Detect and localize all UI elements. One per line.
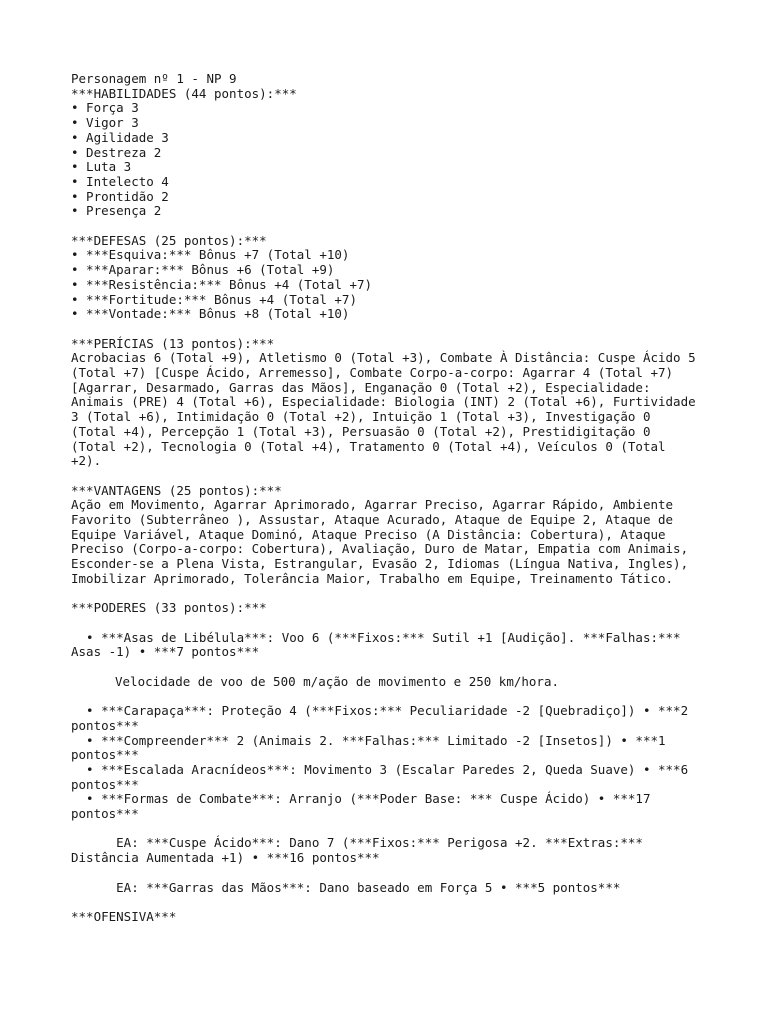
spacer [71,895,711,910]
list-item: • ***Fortitude:*** Bônus +4 (Total +7) [71,291,357,307]
power-list [71,704,711,822]
text-line: Distância Aumentada +1) • ***16 pontos*** [71,850,380,866]
spacer [71,660,711,675]
list-item: • Luta 3 [71,159,132,175]
pericias-text [71,351,711,469]
habilidades-list [71,101,711,219]
text-line: • ***Asas de Libélula***: Voo 6 (***Fixos:*** Sutil +1 [Audição]. ***Falhas:*** [71,629,681,645]
text-line: Imobilizar Aprimorado, Tolerância Maior, Trabalho em Equipe, Treinamento Tático. [71,570,674,586]
text-line: Asas -1) • ***7 pontos*** [71,644,260,660]
document-page [71,72,711,925]
list-item: • Intelecto 4 [71,173,169,189]
text-line: pontos*** [71,776,139,792]
list-item: • Prontidão 2 [71,188,169,204]
text-line: Acrobacias 6 (Total +9), Atletismo 0 (Total +3), Combate À Distância: Cuspe Ácido 5 [71,350,696,366]
power-ea-cuspe [71,836,711,865]
spacer [71,689,711,704]
list-item: • Presença 2 [71,203,162,219]
text-line: Animais (PRE) 4 (Total +6), Especialidade: Biologia (INT) 2 (Total +6), Furtividade [71,394,696,410]
list-item: • Força 3 [71,100,139,116]
text-line: pontos*** [71,717,139,733]
habilidades-heading: ***HABILIDADES (44 pontos):*** [71,85,297,101]
power-asas-note: Velocidade de voo de 500 m/ação de movimento e 250 km/hora. [115,673,560,689]
list-item: • Destreza 2 [71,144,162,160]
spacer [71,469,711,484]
ofensiva-heading: ***OFENSIVA*** [71,908,177,924]
vantagens-heading: ***VANTAGENS (25 pontos):*** [71,482,282,498]
text-line: Preciso (Corpo-a-corpo: Cobertura), Avaliação, Duro de Matar, Empatia com Animais, [71,541,689,557]
text-line: • ***Formas de Combate***: Arranjo (***Poder Base: *** Cuspe Ácido) • ***17 [71,791,651,807]
poderes-heading: ***PODERES (33 pontos):*** [71,600,267,616]
defesas-heading: ***DEFESAS (25 pontos):*** [71,232,267,248]
text-line: • ***Escalada Aracnídeos***: Movimento 3 (Escalar Paredes 2, Queda Suave) • ***6 [71,761,689,777]
spacer [71,616,711,631]
list-item: • ***Esquiva:*** Bônus +7 (Total +10) [71,247,350,263]
text-line: (Total +4), Percepção 1 (Total +3), Persuasão 0 (Total +2), Prestidigitação 0 [71,423,651,439]
power-asas [71,631,711,660]
text-line: EA: ***Cuspe Ácido***: Dano 7 (***Fixos:*** Perigosa +2. ***Extras:*** [71,835,643,851]
text-line: • ***Compreender*** 2 (Animais 2. ***Falhas:*** Limitado -2 [Insetos]) • ***1 [71,732,666,748]
spacer [71,866,711,881]
spacer [71,822,711,837]
text-line: pontos*** [71,747,139,763]
text-line: pontos*** [71,806,139,822]
text-line: 3 (Total +6), Intimidação 0 (Total +2), Intuição 1 (Total +3), Investigação 0 [71,409,651,425]
pericias-heading: ***PERÍCIAS (13 pontos):*** [71,335,275,351]
spacer [71,219,711,234]
list-item: • Vigor 3 [71,115,139,131]
text-line: (Total +7) [Cuspe Ácido, Arremesso], Combate Corpo-a-corpo: Agarrar 4 (Total +7) [71,365,674,381]
spacer [71,587,711,602]
power-ea-garras: EA: ***Garras das Mãos***: Dano baseado em Força 5 • ***5 pontos*** [71,879,621,895]
text-line: [Agarrar, Desarmado, Garras das Mãos], Enganação 0 (Total +2), Especialidade: [71,379,651,395]
list-item: • ***Vontade:*** Bônus +8 (Total +10) [71,306,350,322]
text-line: Favorito (Subterrâneo ), Assustar, Ataque Acurado, Ataque de Equipe 2, Ataque de [71,512,674,528]
text-line: (Total +2), Tecnologia 0 (Total +4), Tratamento 0 (Total +4), Veículos 0 (Total [71,438,666,454]
spacer [71,322,711,337]
vantagens-text [71,498,711,586]
list-item: • ***Aparar:*** Bônus +6 (Total +9) [71,262,335,278]
text-line: Esconder-se a Plena Vista, Estrangular, Evasão 2, Idiomas (Língua Nativa, Ingles), [71,556,689,572]
text-line: • ***Carapaça***: Proteção 4 (***Fixos:*** Peculiaridade -2 [Quebradiço]) • ***2 [71,703,689,719]
text-line: Ação em Movimento, Agarrar Aprimorado, Agarrar Preciso, Agarrar Rápido, Ambiente [71,497,674,513]
text-line: +2). [71,453,102,469]
list-item: • ***Resistência:*** Bônus +4 (Total +7) [71,276,373,292]
defesas-list [71,248,711,322]
character-title: Personagem nº 1 - NP 9 [71,71,237,86]
text-line: Equipe Variável, Ataque Dominó, Ataque Preciso (A Distância: Cobertura), Ataque [71,526,666,542]
list-item: • Agilidade 3 [71,129,169,145]
